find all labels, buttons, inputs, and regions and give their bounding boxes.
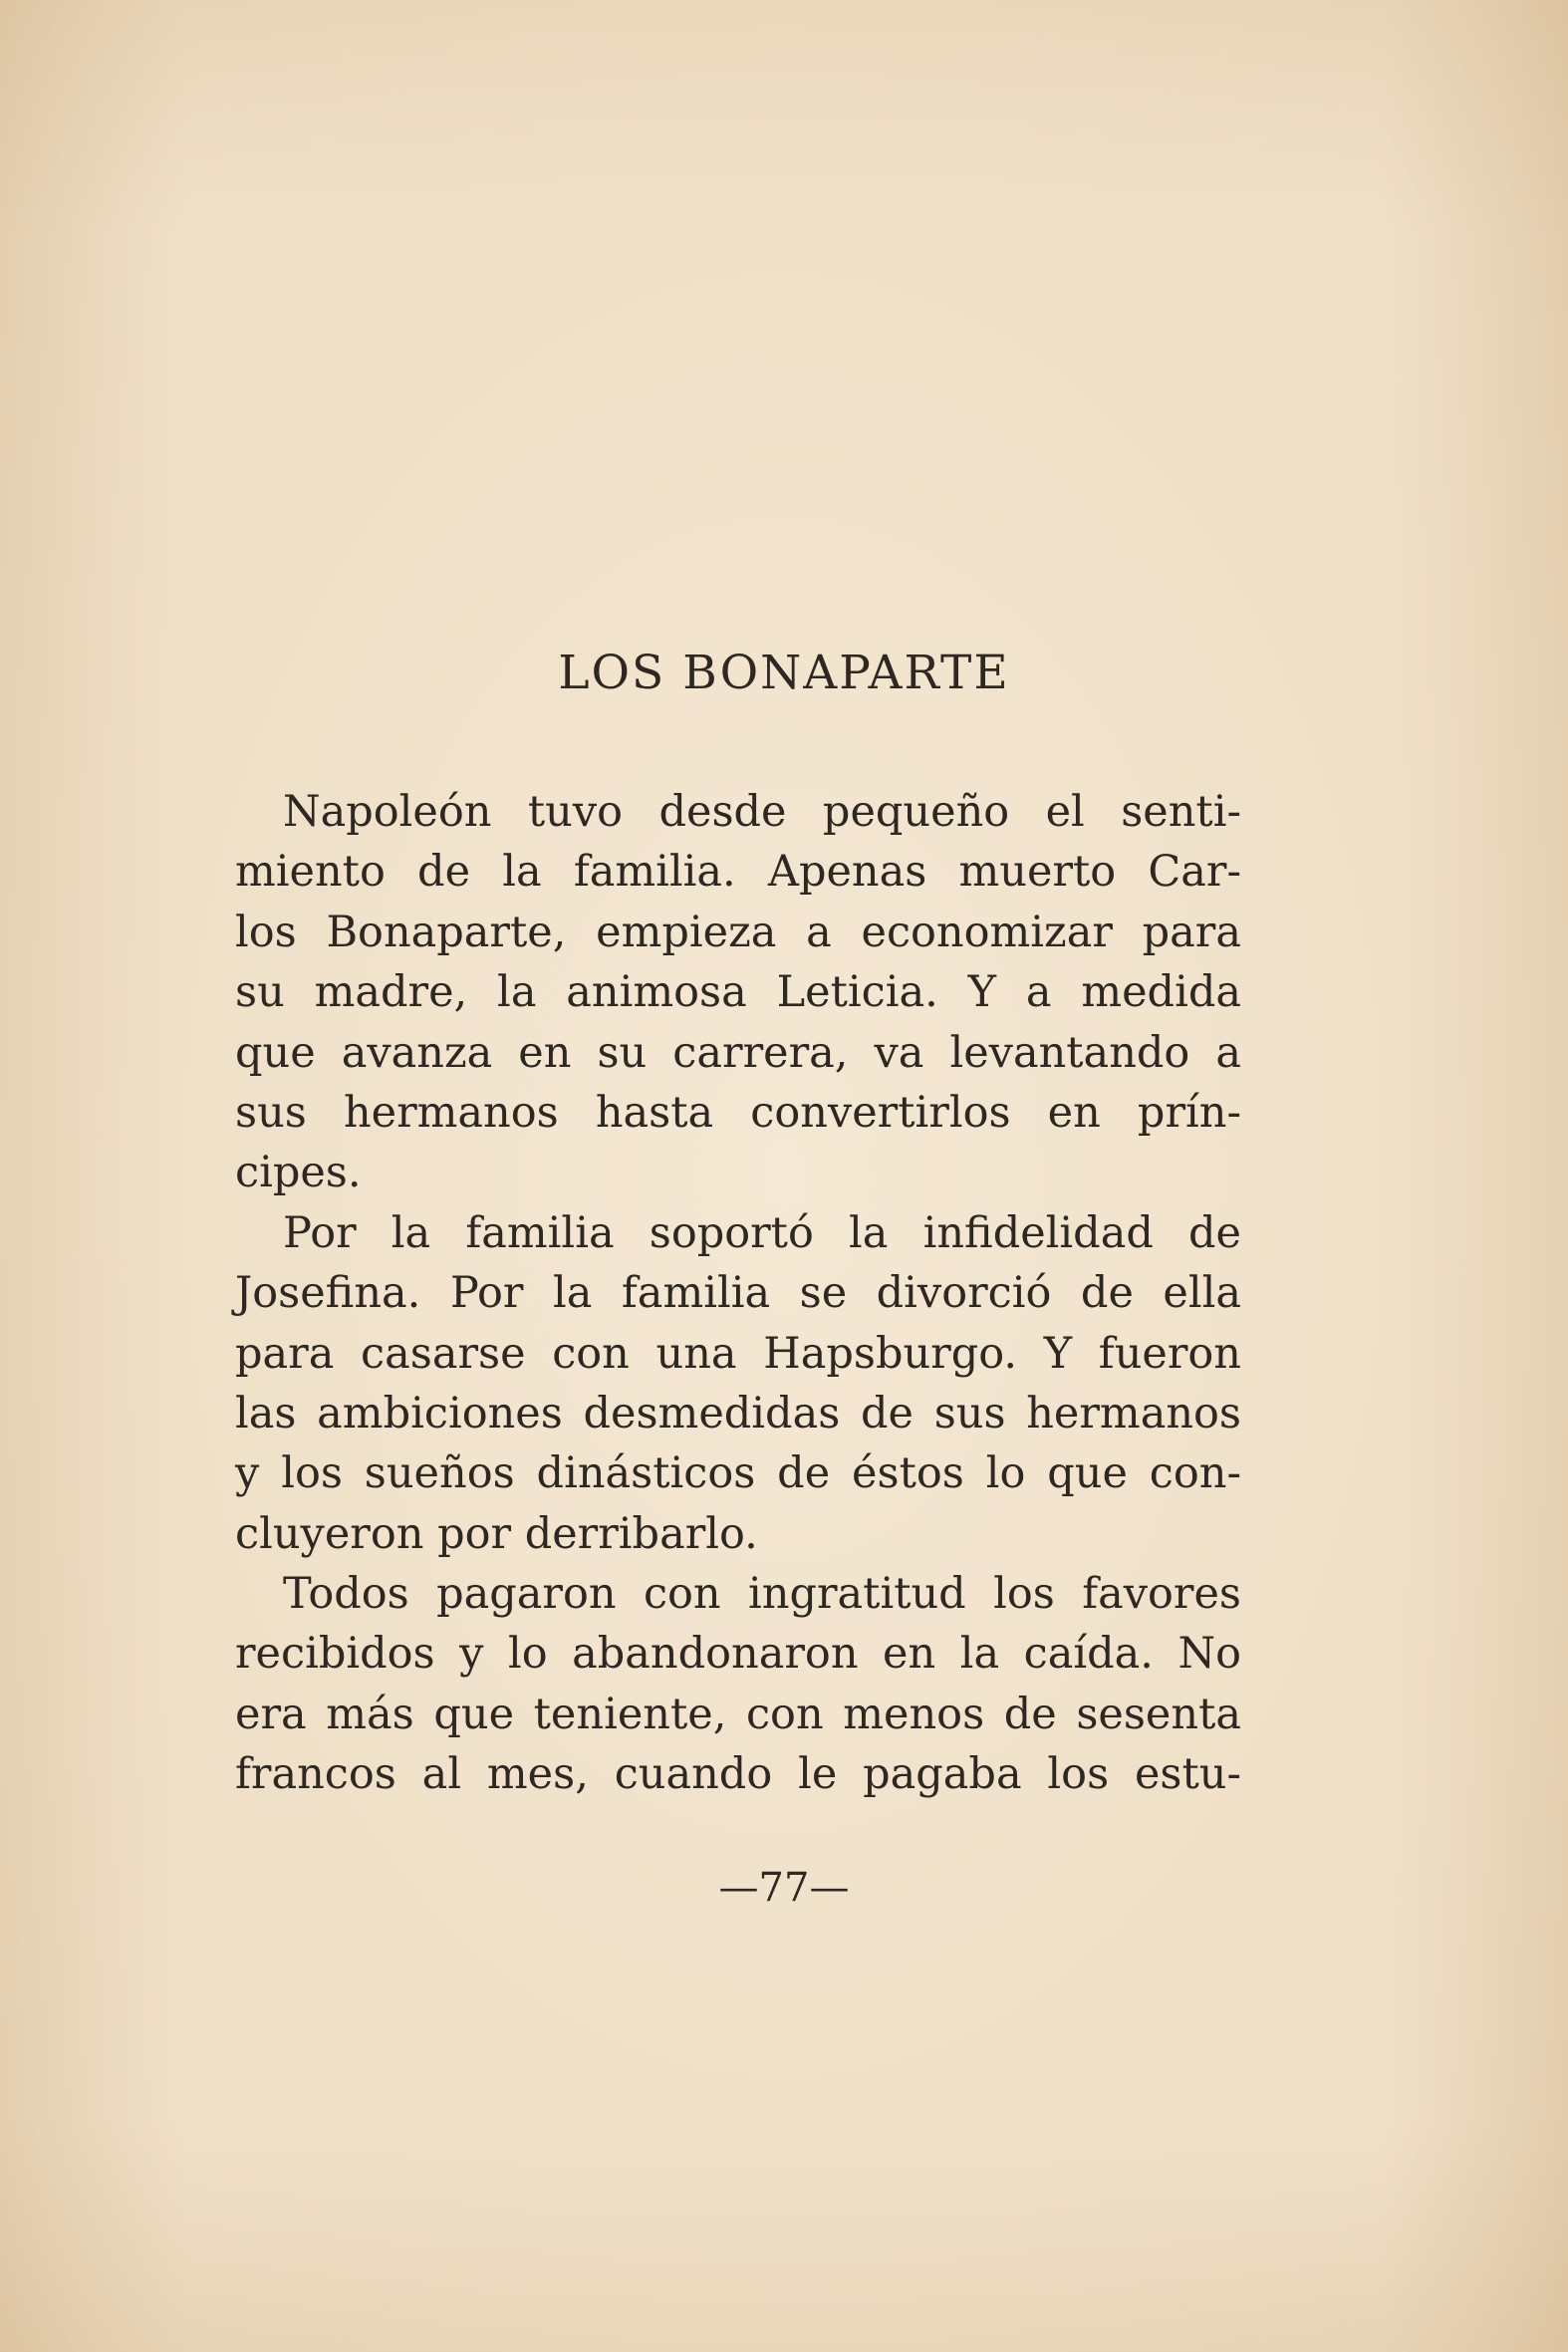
text-line: francos al mes, cuando le pagaba los estu- — [235, 1749, 1241, 1800]
text-line: era más que teniente, con menos de sesenta — [235, 1689, 1241, 1739]
text-line: y los sueños dinásticos de éstos lo que con- — [235, 1448, 1241, 1499]
text-line: que avanza en su carrera, va levantando a — [235, 1027, 1241, 1078]
page-number: —77— — [718, 1865, 850, 1911]
text-line: los Bonaparte, empieza a economizar para — [235, 907, 1241, 957]
body-text — [235, 782, 1241, 1805]
text-line: miento de la familia. Apenas muerto Car- — [235, 847, 1241, 898]
chapter-title: LOS BONAPARTE — [558, 646, 1010, 700]
text-line: cluyeron por derribarlo. — [235, 1508, 758, 1559]
text-line: para casarse con una Hapsburgo. Y fueron — [235, 1328, 1241, 1379]
text-line: Josefina. Por la familia se divorció de ella — [235, 1268, 1241, 1319]
text-line: Por la familia soportó la infidelidad de — [283, 1207, 1241, 1258]
text-line: su madre, la animosa Leticia. Y a medida — [235, 967, 1241, 1018]
text-line: sus hermanos hasta convertirlos en prín- — [235, 1087, 1241, 1138]
text-line: Napoleón tuvo desde pequeño el senti- — [283, 787, 1241, 837]
text-line: Todos pagaron con ingratitud los favores — [283, 1569, 1241, 1620]
text-line: cipes. — [235, 1148, 362, 1198]
text-line: las ambiciones desmedidas de sus hermanos — [235, 1388, 1241, 1438]
text-line: recibidos y lo abandonaron en la caída. No — [235, 1629, 1241, 1680]
